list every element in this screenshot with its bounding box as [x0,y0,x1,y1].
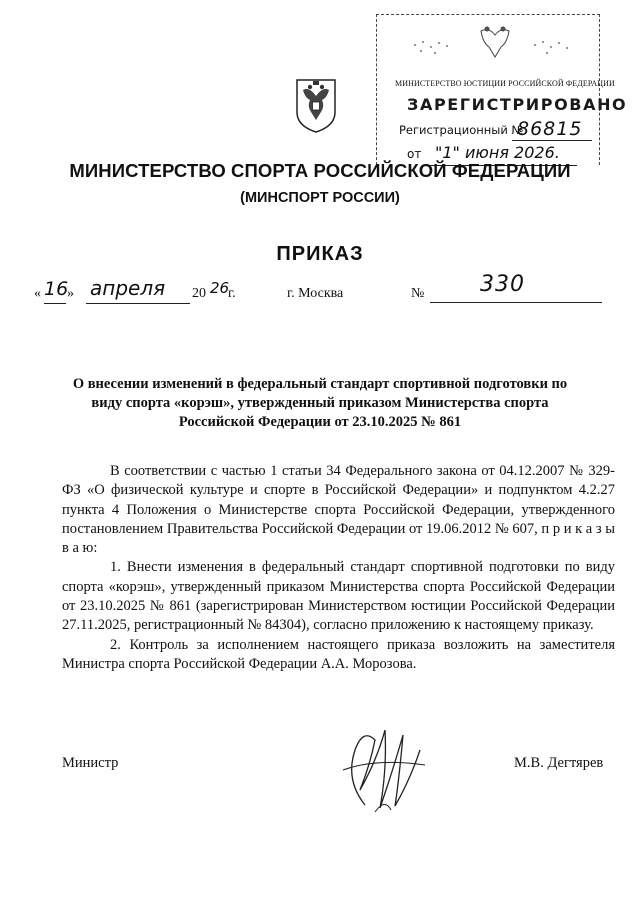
ministry-title: МИНИСТЕРСТВО СПОРТА РОССИЙСКОЙ ФЕДЕРАЦИИ [69,160,571,181]
order-subject: О внесении изменений в федеральный стандарт спортивной подготовки по виду спорта «корэш», утвержденный приказом Министерства спорта Российской Федерации от 23.10.2025 № 861 [72,376,568,430]
handwritten-signature [325,710,435,820]
signatory-position: Министр [62,755,119,771]
order-number: 330 [480,272,525,297]
order-day: 16 [44,278,69,300]
stamp-regnum-label: Регистрационный № [399,123,524,137]
stamp-regnum-underline [512,140,592,141]
number-underline [430,302,602,303]
day-underline [44,303,66,304]
order-year-suffix: г. [228,286,236,301]
registration-stamp [376,14,628,165]
order-body [62,462,615,674]
order-month: апреля [90,276,166,300]
order-year: 26 [210,279,230,297]
stamp-registered-label: ЗАРЕГИСТРИРОВАНО [407,95,628,114]
body-paragraph-preamble: В соответствии с частью 1 статьи 34 Федерального закона от 04.12.2007 № 329-ФЗ «О физической культуре и спорте в Российской Федерации» и подпунктом 4.2.27 пункта 4 Положения о Министерстве спорта Российской Федерации, утвержденного постановлением Правительства Российской Федерации от 19.06.2012 № 607, п р и к а з ы в а ю: [62,463,615,557]
stamp-emblem-icon [481,27,509,57]
date-quote-open: « [34,286,41,301]
ministry-short-name: (МИНСПОРТ РОССИИ) [240,190,400,206]
month-underline [86,303,190,304]
stamp-date-value: "1" июня 2026. [435,143,560,162]
order-number-label: № [411,286,425,301]
body-paragraph-item-1: 1. Внести изменения в федеральный стандарт спортивной подготовки по виду спорта «корэш», утвержденный приказом Министерства спорта Российской Федерации от 23.10.2025 № 861 (зарегистрирован Министерством юстиции Российской Федерации 27.11.2025, регистрационный № 84304), согласно приложению к настоящему приказу. [62,559,615,634]
document-type-title: ПРИКАЗ [276,243,364,265]
order-date-row [0,272,640,308]
coat-of-arms-emblem [291,76,341,134]
order-year-prefix: 20 [192,286,206,301]
stamp-date-prefix: от [407,147,422,161]
body-paragraph-item-2: 2. Контроль за исполнением настоящего приказа возложить на заместителя Министра спорта Российской Федерации А.А. Морозова. [62,636,615,672]
signatory-name: М.В. Дегтярев [514,755,604,771]
date-quote-close: » [67,286,74,301]
order-city: г. Москва [287,286,344,301]
stamp-regnum-value: 86815 [517,118,583,140]
stamp-ministry-label: МИНИСТЕРСТВО ЮСТИЦИИ РОССИЙСКОЙ ФЕДЕРАЦИИ [395,79,615,88]
